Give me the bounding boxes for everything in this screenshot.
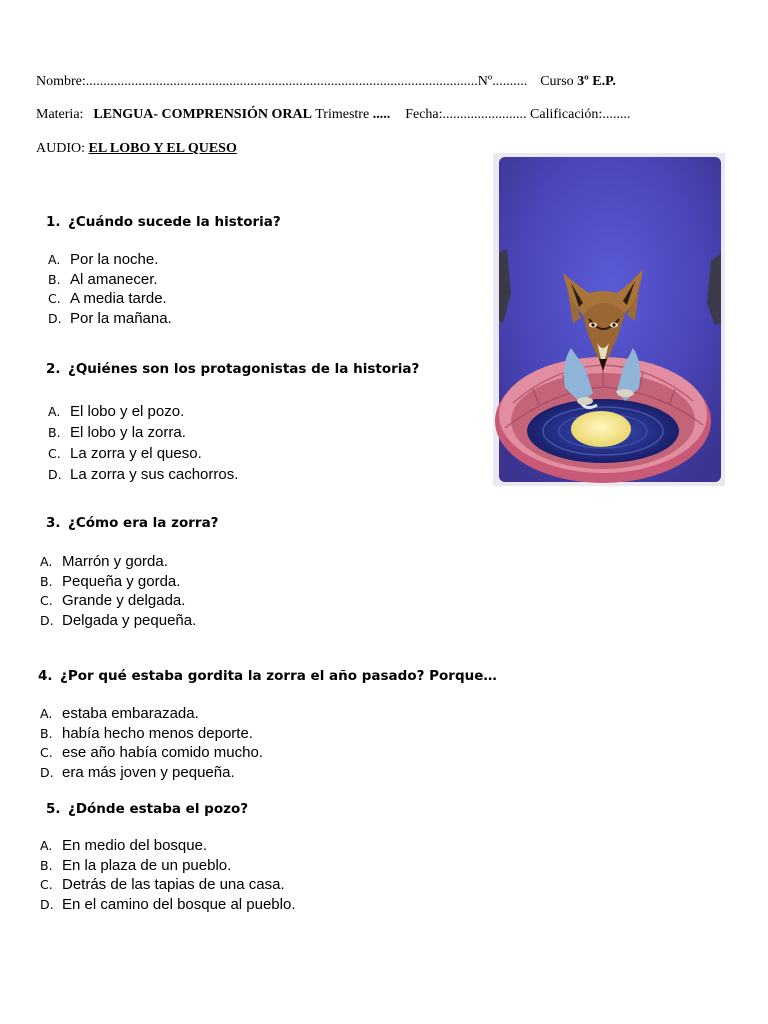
option-b[interactable] — [48, 422, 238, 443]
materia-label: Materia: — [36, 107, 84, 122]
option-b[interactable] — [40, 572, 196, 592]
question-1-title — [46, 214, 281, 230]
audio-title: EL LOBO Y EL QUESO — [88, 141, 237, 156]
option-c[interactable] — [48, 289, 172, 309]
option-d[interactable] — [40, 895, 296, 915]
option-c[interactable] — [40, 591, 196, 611]
question-number: 5. — [46, 801, 61, 817]
fecha-field: Fecha:........................ — [405, 107, 527, 122]
question-1-options — [48, 250, 172, 328]
curso-value: 3º E.P. — [577, 74, 616, 89]
option-letter: B. — [48, 425, 61, 440]
option-letter: B. — [40, 857, 53, 873]
trimestre-dots: ..... — [372, 107, 391, 122]
option-d[interactable] — [40, 611, 196, 631]
question-2-options — [48, 401, 238, 485]
option-a[interactable] — [40, 552, 196, 572]
option-letter: A. — [40, 838, 53, 853]
nombre-field: Nombre:................................................................................................................Nº.......... — [36, 74, 528, 89]
option-text: La zorra y sus cachorros. — [70, 466, 239, 483]
question-5-title — [46, 801, 248, 817]
option-letter: A. — [48, 252, 61, 267]
option-text: El lobo y el pozo. — [70, 403, 185, 420]
header-line-audio — [36, 141, 237, 157]
option-text: Al amanecer. — [70, 270, 158, 288]
option-d[interactable] — [48, 464, 238, 485]
question-3-options — [40, 552, 196, 630]
option-letter: C. — [40, 593, 53, 608]
option-d[interactable] — [48, 309, 172, 329]
option-a[interactable] — [40, 836, 296, 856]
option-letter: D. — [40, 764, 54, 780]
fox-at-well-illustration-icon — [493, 153, 725, 486]
option-letter: D. — [48, 467, 62, 482]
option-text: En el camino del bosque al pueblo. — [62, 895, 296, 913]
question-text: ¿Cuándo sucede la historia? — [68, 214, 281, 230]
option-text: estaba embarazada. — [62, 705, 199, 722]
option-letter: A. — [40, 554, 53, 569]
option-text: había hecho menos deporte. — [62, 724, 253, 742]
trimestre-label: Trimestre — [315, 107, 370, 122]
question-number: 2. — [46, 361, 61, 377]
materia-value: LENGUA- COMPRENSIÓN ORAL — [93, 107, 312, 122]
option-text: En medio del bosque. — [62, 837, 208, 854]
option-letter: C. — [48, 291, 61, 306]
option-letter: C. — [40, 877, 53, 892]
question-number: 1. — [46, 214, 61, 230]
option-text: Delgada y pequeña. — [62, 611, 197, 629]
question-2-title — [46, 361, 419, 377]
option-text: era más joven y pequeña. — [62, 763, 235, 781]
question-text: ¿Por qué estaba gordita la zorra el año pasado? Porque… — [60, 668, 497, 684]
question-text: ¿Dónde estaba el pozo? — [68, 801, 249, 817]
option-text: Detrás de las tapias de una casa. — [62, 876, 285, 893]
header-line-materia — [36, 107, 630, 123]
option-letter: A. — [40, 706, 53, 721]
option-text: En la plaza de un pueblo. — [62, 856, 232, 874]
question-number: 4. — [38, 668, 53, 684]
option-letter: B. — [48, 271, 61, 287]
option-text: ese año había comido mucho. — [62, 744, 263, 761]
option-letter: A. — [48, 404, 61, 419]
option-c[interactable] — [40, 743, 263, 763]
option-letter: C. — [48, 446, 61, 461]
option-b[interactable] — [40, 856, 296, 876]
question-number: 3. — [46, 515, 61, 531]
option-letter: B. — [40, 573, 53, 589]
option-text: Pequeña y gorda. — [62, 572, 181, 590]
option-letter: C. — [40, 745, 53, 760]
option-text: El lobo y la zorra. — [70, 424, 186, 441]
audio-label: AUDIO: — [36, 141, 85, 156]
option-letter: D. — [48, 310, 62, 326]
header-line-nombre — [36, 74, 616, 90]
option-text: La zorra y el queso. — [70, 445, 202, 462]
question-5-options — [40, 836, 296, 914]
curso-label: Curso — [540, 74, 574, 89]
option-text: Por la mañana. — [70, 309, 172, 327]
question-text: ¿Cómo era la zorra? — [68, 515, 219, 531]
option-b[interactable] — [40, 724, 263, 744]
question-3-title — [46, 515, 219, 531]
option-text: Marrón y gorda. — [62, 553, 168, 570]
option-letter: B. — [40, 725, 53, 741]
option-d[interactable] — [40, 763, 263, 783]
calificacion-field: Calificación:........ — [530, 107, 631, 122]
option-b[interactable] — [48, 270, 172, 290]
option-letter: D. — [40, 896, 54, 912]
option-c[interactable] — [40, 875, 296, 895]
option-c[interactable] — [48, 443, 238, 464]
option-a[interactable] — [40, 704, 263, 724]
option-text: Grande y delgada. — [62, 592, 186, 609]
option-a[interactable] — [48, 401, 238, 422]
option-text: Por la noche. — [70, 251, 159, 268]
option-a[interactable] — [48, 250, 172, 270]
option-text: A media tarde. — [70, 290, 167, 307]
option-letter: D. — [40, 612, 54, 628]
question-4-title — [38, 668, 497, 684]
question-4-options — [40, 704, 263, 782]
question-text: ¿Quiénes son los protagonistas de la historia? — [68, 361, 420, 377]
